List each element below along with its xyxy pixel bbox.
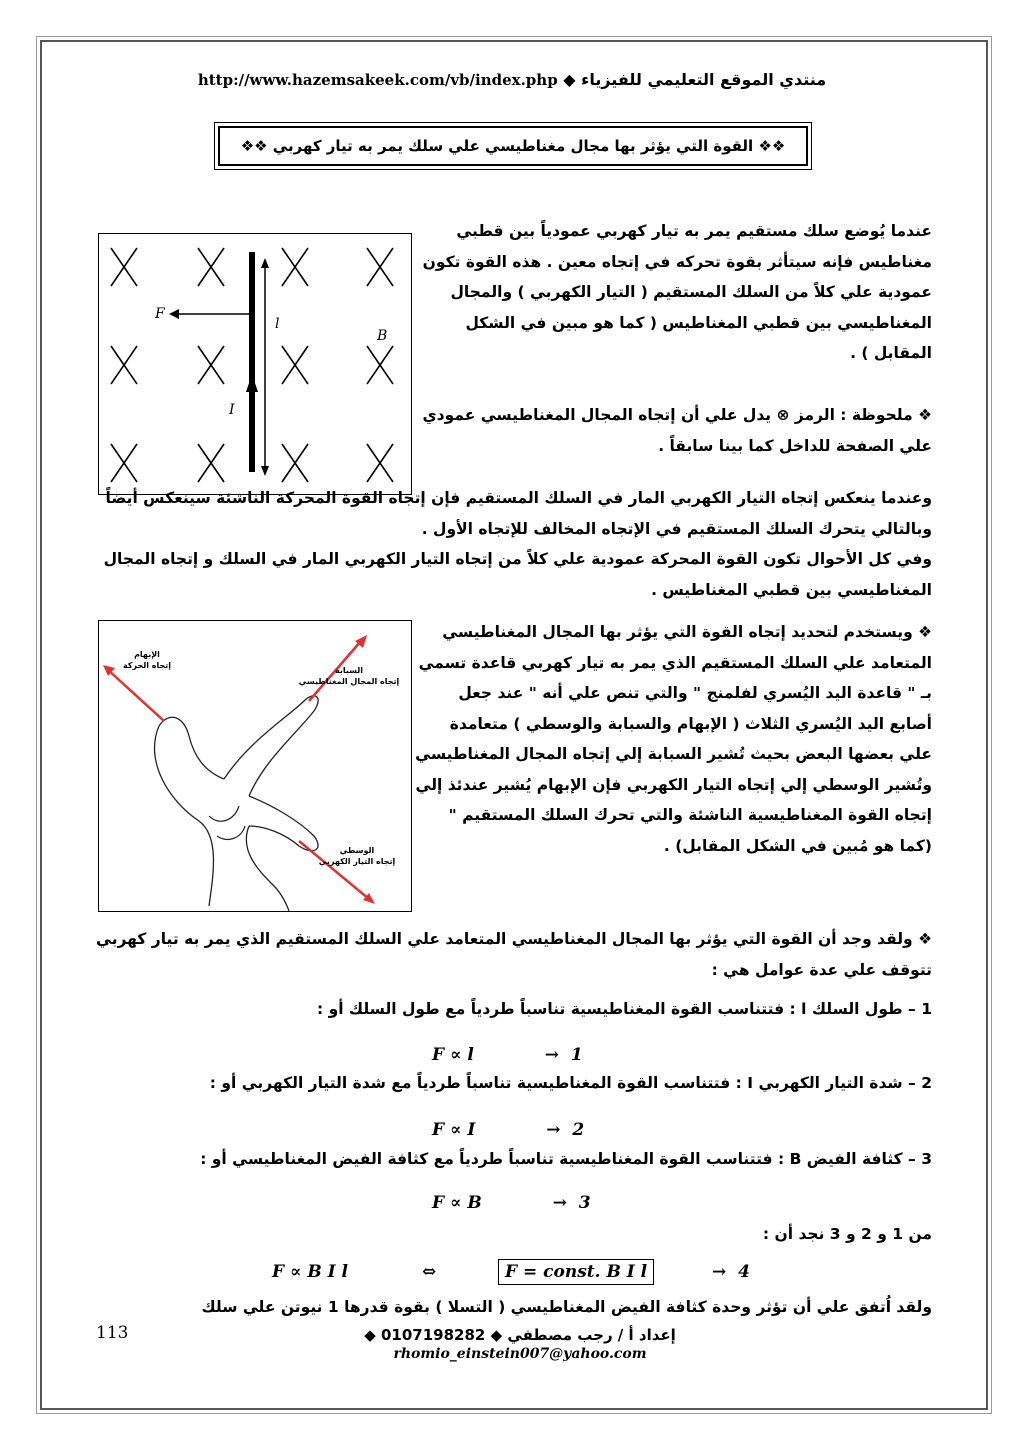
note-symbol: ❖ ملحوظة : الرمز ⊗ يدل علي أن إتجاه المجال المغناطيسي عمودي علي الصفحة للداخل كما بينا سابقاً .	[422, 406, 932, 455]
paragraph-reverse	[92, 483, 932, 605]
label-B: B	[377, 328, 388, 344]
page-number: 113	[96, 1323, 129, 1343]
wire-field-diagram	[99, 234, 411, 494]
label-index: السبابة	[334, 666, 364, 675]
thumb-arrow	[107, 669, 164, 721]
label-index-dir: إتجاه المجال المغناطيسي	[298, 677, 400, 686]
paragraph-intro: عندما يُوضع سلك مستقيم يمر به تيار كهربي عمودياً بين قطبي مغناطيس فإنه سيتأثر بقوة تحركه في إتجاه معين . هذه القوة تكون عمودية علي كلاً من السلك المستقيم ( التيار الكهربي ) والمجال المغناطيسي بين قطبي المغناطيس ( كما هو مبين في الشكل المقابل ) .	[422, 222, 932, 362]
paragraph-reverse-b: وفي كل الأحوال تكون القوة المحركة عمودية علي كلاً من إتجاه التيار الكهربي المار في السلك و إتجاه المجال المغناطيسي بين قطبي المغناطيس .	[103, 550, 932, 599]
equation-3: F ∝ B → 3	[432, 1193, 591, 1213]
label-l: l	[275, 316, 280, 332]
tesla-definition: ولقد اُتفق علي أن تؤثر وحدة كثافة الفيض المغناطيسي ( التسلا ) بقوة قدرها 1 نيوتن علي سلك	[201, 1298, 932, 1316]
header-url[interactable]: http://www.hazemsakeek.com/vb/index.php	[197, 71, 558, 89]
paragraph-reverse-a: وعندما ينعكس إتجاه التيار الكهربي المار في السلك المستقيم فإن إتجاه القوة المحركة الناشئة سينعكس أيضاً وبالتالي يتحرك السلك المستقيم في الإتجاه المخالف للإتجاه الأول .	[105, 489, 932, 538]
figure-wire-in-field	[98, 233, 412, 495]
figure-left-hand-rule	[98, 620, 412, 912]
label-middle: الوسطي	[339, 846, 375, 855]
footer-bullet-1: ◆	[490, 1326, 503, 1344]
factor-current: 2 – شدة التيار الكهربي I : فتتناسب القوة المغناطيسية تناسباً طردياً مع شدة التيار الكهربي أو :	[209, 1074, 932, 1092]
label-thumb-dir: إتجاه الحركة	[122, 661, 172, 670]
paragraph-fleming-rule: ❖ ويستخدم لتحديد إتجاه القوة التي يؤثر بها المجال المغناطيسي المتعامد علي السلك المستقيم الذي يمر به تيار كهربي قاعدة تسمي بـ " قاعدة اليد اليُسري لفلمنج " والتي تنص علي أنه " عند جعل أصابع اليد اليُسري الثلاث ( الإبهام والسبابة والوسطي ) متعامدة علي بعضها البعض بحيث تُشير السبابة إلي إتجاه المجال المغناطيسي وتُشير الوسطي إلي إتجاه التيار الكهربي فإن الإبهام يُشير عندئذ إلي إتجاه القوة المغناطيسية الناشئة والتي تحرك السلك المستقيم " (كما هو مُبين في الشكل المقابل) .	[415, 623, 932, 855]
factor-flux: 3 – كثافة الفيض B : فتتناسب القوة المغناطيسية تناسباً طردياً مع كثافة الفيض المغناطيسي أو :	[200, 1150, 932, 1168]
footer-credits	[240, 1326, 800, 1362]
page-header	[0, 70, 1024, 89]
equation-4-number: → 4	[712, 1262, 750, 1282]
section-title: ❖❖ القوة التي يؤثر بها مجال مغناطيسي علي سلك يمر به تيار كهربي ❖❖	[218, 126, 808, 166]
combine-text: من 1 و 2 و 3 نجد أن :	[762, 1225, 932, 1243]
label-F: F	[155, 306, 165, 322]
current-arrow	[246, 374, 258, 392]
equation-4-boxed: F = const. B I l	[498, 1259, 654, 1285]
header-site: منتدي الموقع التعليمي للفيزياء	[581, 70, 827, 89]
hand-diagram	[99, 621, 411, 911]
footer-bullet-2: ◆	[364, 1326, 376, 1344]
label-middle-dir: إتجاه التيار الكهربي	[318, 857, 396, 866]
equation-1: F ∝ l → 1	[432, 1045, 583, 1065]
footer-phone: 0107198282	[381, 1326, 486, 1344]
factor-length: 1 – طول السلك l : فتتناسب القوة المغناطيسية تناسباً طردياً مع طول السلك أو :	[316, 1000, 932, 1018]
header-bullet: ◆	[563, 70, 576, 89]
equation-4-prop: F ∝ B I l	[272, 1262, 348, 1282]
paragraph-factors-intro: ❖ ولقد وجد أن القوة التي يؤثر بها المجال المغناطيسي المتعامد علي السلك المستقيم الذي يمر به تيار كهربي تتوقف علي عدة عوامل هي :	[96, 930, 932, 979]
equation-4-iff: ⇔	[422, 1262, 437, 1282]
footer-author: إعداد أ / رجب مصطفي	[507, 1326, 676, 1344]
label-I: I	[229, 402, 235, 418]
label-thumb: الإبهام	[134, 650, 160, 659]
equation-2: F ∝ I → 2	[432, 1120, 585, 1140]
footer-email[interactable]: rhomio_einstein007@yahoo.com	[393, 1346, 647, 1362]
